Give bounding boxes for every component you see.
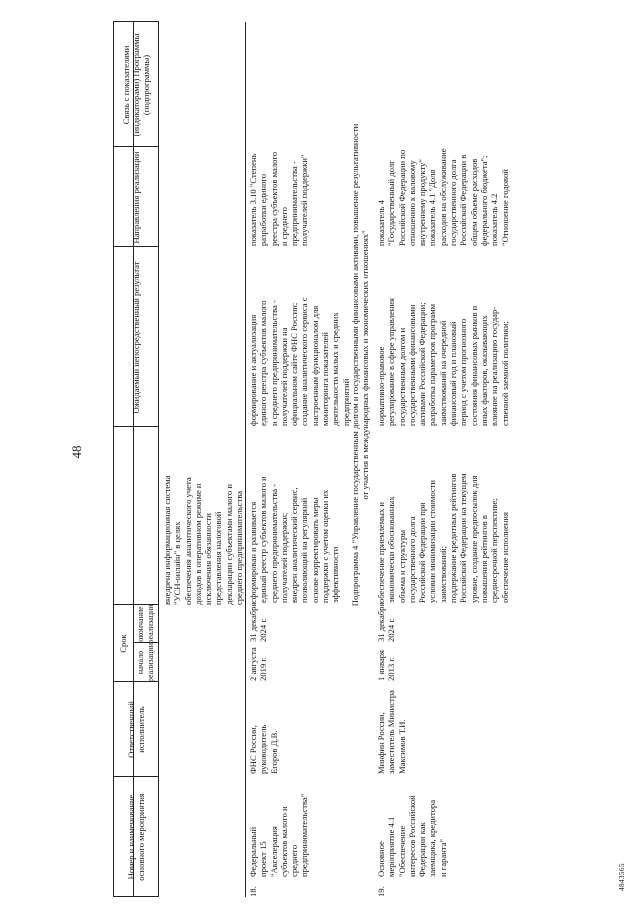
document-id: 4843565 [617, 863, 626, 891]
row-18-start: 2 августа 2019 г. [248, 647, 269, 681]
row-18-end: 31 декабря 2024 г. [248, 602, 269, 642]
header-period: Срок [118, 634, 129, 653]
row-18-result: сформирован и развивается единый реестр субъектов малого и среднего предпринимательства - получателей поддержки; внедрен аналитический сервис, позволяющий на регулярной основе корректировать меры поддержки с учетом оценки их эффективности [248, 476, 341, 603]
header-link: Связь с показателями (индикаторами) Программы (подпрограммы) [120, 33, 152, 137]
row-18-responsible: ФНС России, руководитель Егоров Д.В. [248, 724, 279, 774]
row-19-name: Основное мероприятие 4.1 "Обеспечение интересов Российской Федерации как заемщика, кредитора и гаранта" [376, 795, 448, 877]
row-18-link: показатель 3.10 "Степень разработки единого реестра субъектов малого и среднего предпринимательства - получателей поддержки" [248, 151, 310, 246]
subprogram-title: Подпрограмма 4 "Управление государственным долгом и государственными финансовыми активами, повышение результативности от участия в международных финансовых и экономических отношениях" [350, 123, 371, 607]
page-number: 48 [69, 445, 84, 459]
continued-result: внедрена информационная система "УСН-онлайн" в целях обеспечения аналитического учета доходов в оперативном режиме и исключения обязанности представления налоговой декларации субъектами малого и среднего предпринимательства [162, 475, 245, 605]
header-start: начало реализации [135, 642, 155, 683]
row-18-name: Федеральный проект 15 "Акселерация субъектов малого и среднего предпринимательства" [248, 793, 310, 877]
row-19-link: показатель 4 "Государственный долг Российской Федерации по отношению к валовому внутреннему продукту" показатель 4.1 "Доля расходов на обслуживание государственного долга Российской Федерации в общем объеме расходов федерального бюджета"; показатель 4.2 "Отношение годовой [376, 148, 510, 246]
header-responsible: Ответственный исполнитель [125, 701, 146, 758]
header-name: Номер и наименование основного мероприятия [125, 793, 146, 881]
row-19-start: 1 января 2013 г. [376, 649, 397, 681]
row-19-number: 19. [376, 886, 386, 897]
row-18-directions: формирование и актуализация единого реестра субъектов малого и среднего предпринимательства - получателей поддержки на официальном сайте ФНС России; создание аналитического сервиса с настроенным функционалом для мониторинга показателей деятельности малых и средних предприятий [248, 297, 351, 426]
row-19-result: обеспечение приемлемых и экономически обоснованных объема и структуры государственного долга Российской Федерации при условии минимизации стоимости заимствований; поддержание кредитных рейтингов Российской Федерации на текущем уровне, создание предпосылок для повышения рейтингов в среднесрочной перспективе; обеспечение исполнения [376, 473, 510, 603]
row-18-number: 18. [248, 886, 258, 897]
row-19-responsible: Минфин России, заместитель Министра Максимов Т.И. [376, 690, 407, 774]
header-result: Ожидаемый непосредственный результат [130, 261, 141, 414]
row-19-directions: нормативно-правовое регулирование в сфере управления государственным долгом и государственными финансовыми активами Российской Федерации; разработка параметров программ заимствований на очередной финансовый год и плановый период с учетом прогнозного состояния финансовых рынков и иных факторов, оказывающих влияние на реализацию государ- ственной заемной политики; [376, 298, 510, 426]
header-end: окончание реализации [135, 604, 155, 644]
row-19-end: 31 декабря 2024 г. [376, 602, 397, 642]
header-directions: Направления реализации [130, 151, 141, 244]
